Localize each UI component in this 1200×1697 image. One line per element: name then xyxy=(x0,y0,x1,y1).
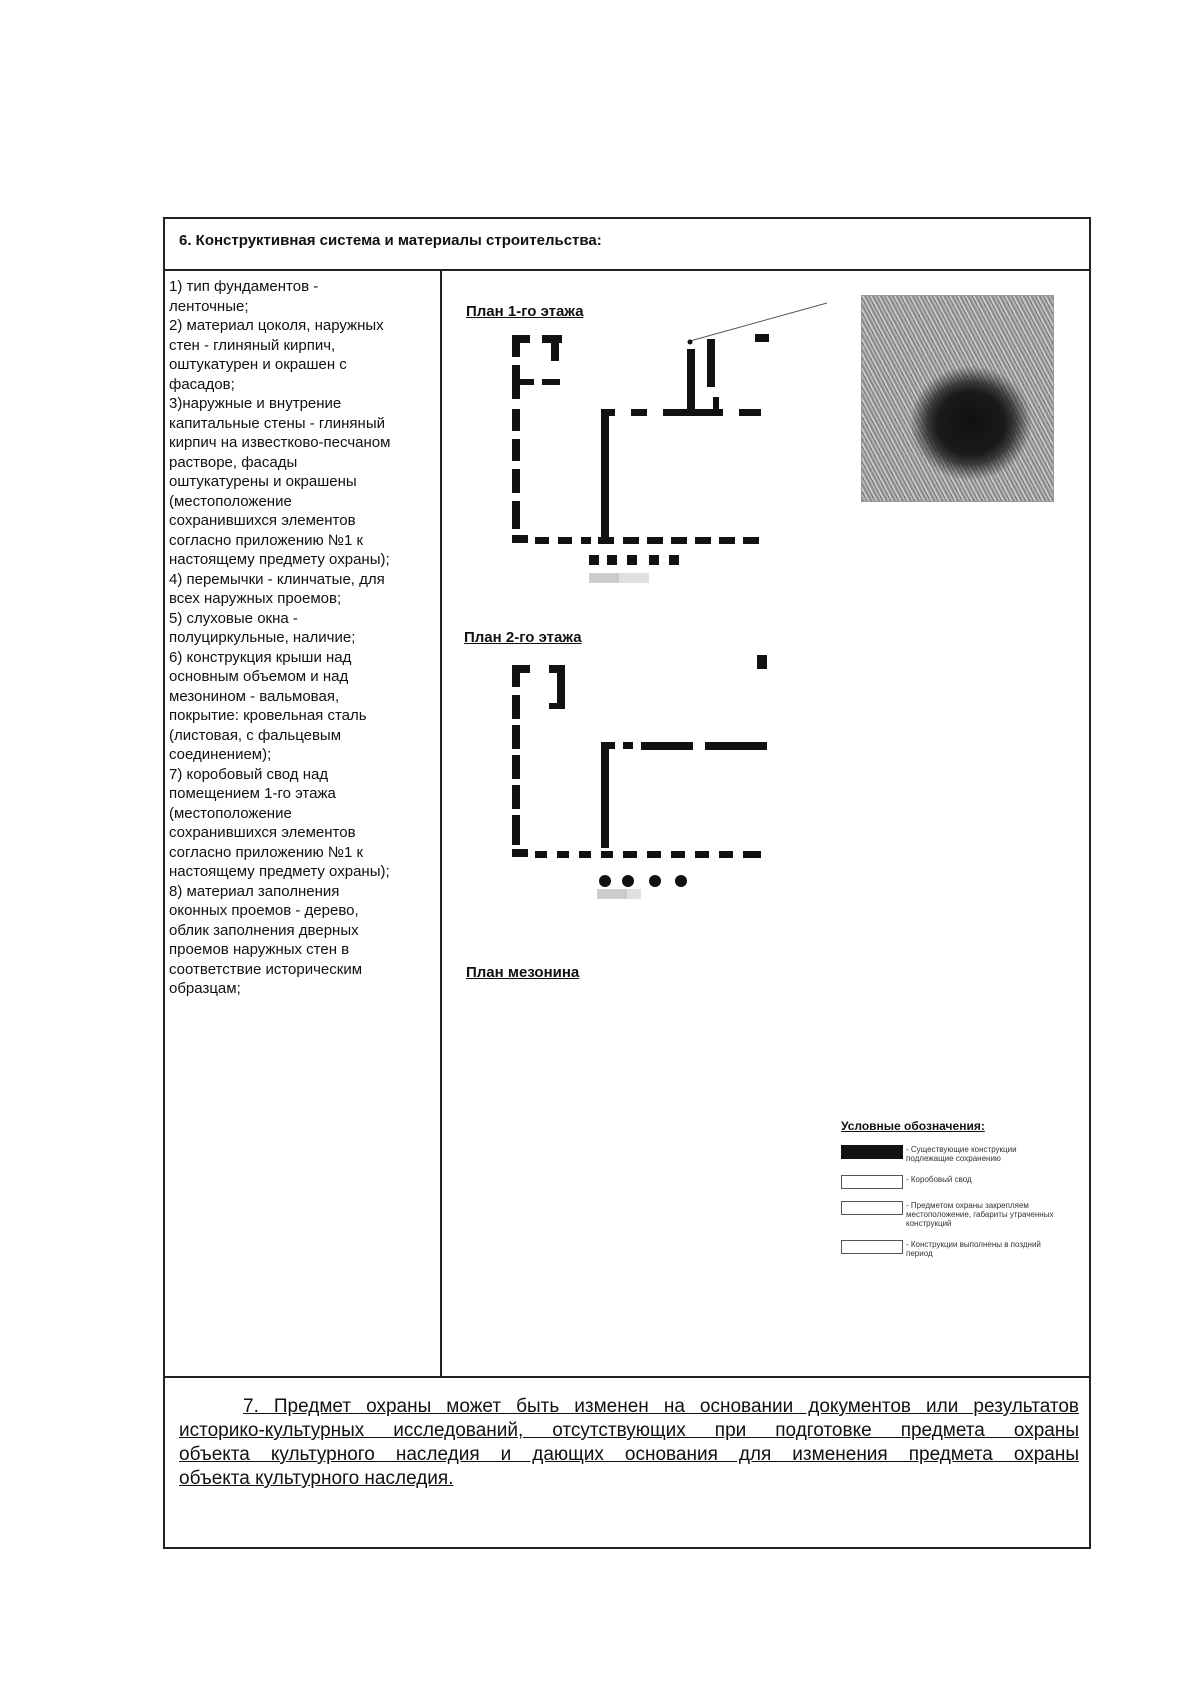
list-item: образцам; xyxy=(169,980,241,997)
list-item: облик заполнения дверных xyxy=(169,921,359,939)
list-item: настоящему предмету охраны); xyxy=(169,551,390,568)
list-item: 3)наружные и внутрение xyxy=(169,395,342,412)
list-item: оштукатурены и окрашены xyxy=(169,473,357,490)
list-item: настоящему предмету охраны); xyxy=(169,863,390,880)
section-7-text xyxy=(179,1395,1079,1491)
legend-item-label: - Существующие конструкции подлежащие сохранению xyxy=(906,1145,1017,1163)
list-item: соответствие историческим xyxy=(169,960,363,978)
section-7-line: 7. Предмет охраны может быть изменен на основании документов или результатов xyxy=(243,1396,1079,1417)
row-divider xyxy=(165,1376,1089,1378)
legend-item-vault xyxy=(841,1175,1071,1189)
list-item: помещением 1-го этажа xyxy=(169,785,336,802)
list-item: ленточные; xyxy=(169,297,249,315)
section-7-line: объекта культурного наследия. xyxy=(179,1468,454,1489)
legend-item-lost xyxy=(841,1201,1071,1228)
list-item: оштукатурен и окрашен с xyxy=(169,356,347,373)
legend-swatch-black xyxy=(841,1145,903,1159)
list-item: (местоположение xyxy=(169,492,292,510)
section-7-line: историко-культурных исследований, отсутствующих при подготовке предмета охраны xyxy=(179,1420,1079,1441)
list-item: покрытие: кровельная сталь xyxy=(169,707,367,724)
list-item: сохранившихся элементов xyxy=(169,824,356,841)
list-item: согласно приложению №1 к xyxy=(169,531,364,549)
legend-title: Условные обозначения: xyxy=(841,1119,985,1133)
list-item: кирпич на известково-песчаном xyxy=(169,434,391,451)
list-item: 7) коробовый свод над xyxy=(169,765,329,783)
plan-mezzanine-title: План мезонина xyxy=(466,964,580,981)
list-item: согласно приложению №1 к xyxy=(169,843,364,861)
plan-legend xyxy=(841,1119,1071,1270)
legend-item-label: - Предметом охраны закрепляем местоположение, габариты утраченных конструкций xyxy=(906,1201,1054,1228)
list-item: фасадов; xyxy=(169,375,235,393)
list-item: полуциркульные, наличие; xyxy=(169,629,356,646)
section-7-line: объекта культурного наследия и дающих основания для изменения предмета охраны xyxy=(179,1444,1079,1465)
list-item: основным объемом и над xyxy=(169,668,349,685)
list-item: 4) перемычки - клинчатые, для xyxy=(169,570,385,588)
plan-floor2-title: План 2-го этажа xyxy=(464,629,582,646)
list-item: (местоположение xyxy=(169,804,292,822)
list-item: 6) конструкция крыши над xyxy=(169,648,352,666)
legend-swatch-outline xyxy=(841,1201,903,1215)
floor2-plan xyxy=(512,655,767,899)
list-item: оконных проемов - дерево, xyxy=(169,902,359,919)
legend-swatch-outline xyxy=(841,1175,903,1189)
list-item: 2) материал цоколя, наружных xyxy=(169,317,384,334)
legend-item-label: - Конструкции выполнены в поздний период xyxy=(906,1240,1041,1258)
list-item: мезонином - вальмовая, xyxy=(169,687,340,705)
section-6-title: 6. Конструктивная система и материалы строительства: xyxy=(179,232,602,249)
legend-item-preserved xyxy=(841,1145,1071,1163)
list-item: 8) материал заполнения xyxy=(169,882,340,900)
legend-item-late xyxy=(841,1240,1071,1258)
list-item: стен - глиняный кирпич, xyxy=(169,336,336,354)
foundation-photo xyxy=(861,295,1054,502)
legend-swatch-outline xyxy=(841,1240,903,1254)
list-item: соединением); xyxy=(169,746,272,763)
list-item: капитальные стены - глиняный xyxy=(169,414,385,432)
list-item: растворе, фасады xyxy=(169,453,298,471)
floor1-plan xyxy=(512,303,827,583)
list-item: проемов наружных стен в xyxy=(169,941,350,958)
list-item: всех наружных проемов; xyxy=(169,590,342,607)
plan-floor1-title: План 1-го этажа xyxy=(466,303,584,320)
list-item: (листовая, с фальцевым xyxy=(169,726,342,744)
list-item: 5) слуховые окна - xyxy=(169,609,298,627)
list-item: сохранившихся элементов xyxy=(169,512,356,529)
list-item: 1) тип фундаментов - xyxy=(169,278,319,295)
document-table xyxy=(163,217,1091,1549)
legend-item-label: - Коробовый свод xyxy=(906,1175,972,1184)
